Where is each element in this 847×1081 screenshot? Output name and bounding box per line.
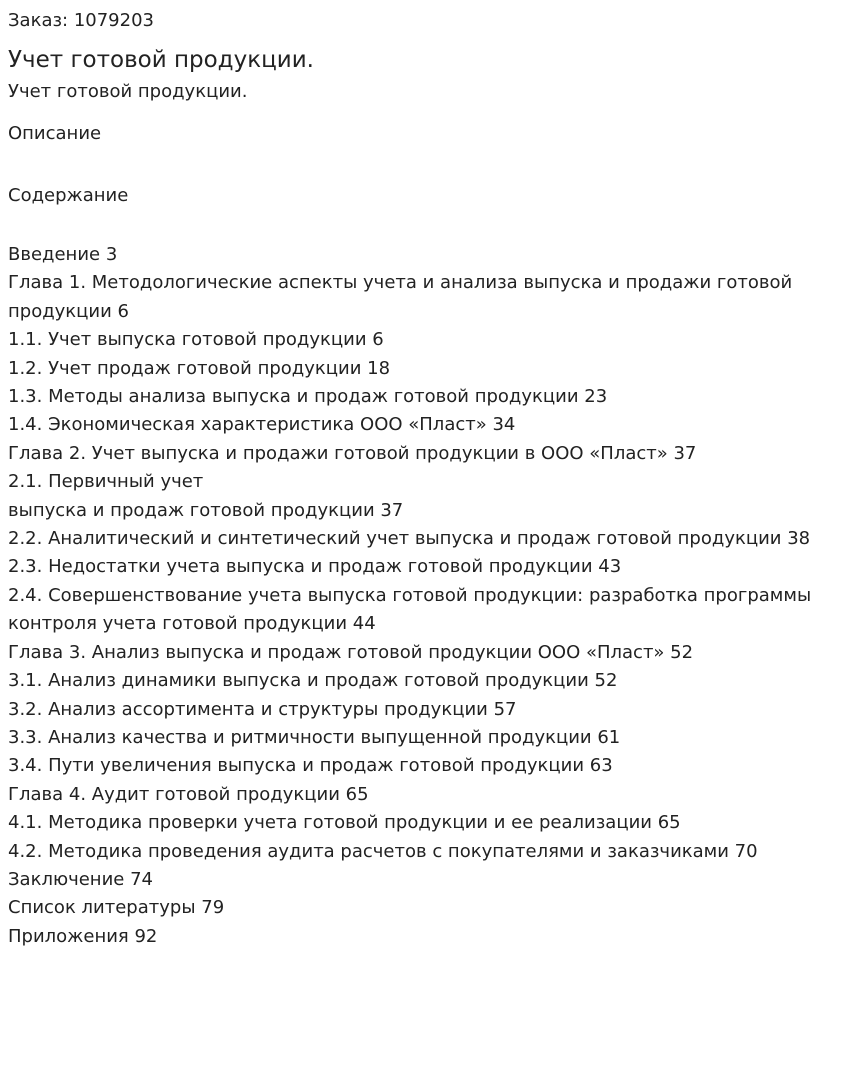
toc-item: 1.2. Учет продаж готовой продукции 18: [8, 357, 391, 379]
toc-item: 1.4. Экономическая характеристика ООО «Пласт» 34: [8, 414, 516, 436]
toc-item: Глава 2. Учет выпуска и продажи готовой продукции в ООО «Пласт» 37: [8, 442, 697, 464]
toc-item: 3.1. Анализ динамики выпуска и продаж готовой продукции 52: [8, 670, 618, 692]
toc-item: Глава 3. Анализ выпуска и продаж готовой продукции ООО «Пласт» 52: [8, 641, 694, 663]
order-number: Заказ: 1079203: [8, 10, 154, 31]
toc-item: Глава 4. Аудит готовой продукции 65: [8, 783, 369, 805]
page-title: Учет готовой продукции.: [8, 47, 314, 73]
toc-item: Список литературы 79: [8, 897, 225, 919]
description-label: Описание: [8, 123, 102, 144]
toc-item: 2.4. Совершенствование учета выпуска готовой продукции: разработка программы контроля учета готовой продукции 44: [8, 584, 812, 635]
toc-item: Глава 1. Методологические аспекты учета и анализа выпуска и продажи готовой продукции 6: [8, 272, 793, 322]
toc-item: выпуска и продаж готовой продукции 37: [8, 499, 404, 521]
toc-item: 1.1. Учет выпуска готовой продукции 6: [8, 329, 384, 351]
toc-item: 3.4. Пути увеличения выпуска и продаж готовой продукции 63: [8, 755, 613, 777]
table-of-contents: [8, 241, 839, 951]
toc-item: 2.3. Недостатки учета выпуска и продаж готовой продукции 43: [8, 556, 622, 578]
toc-item: 3.3. Анализ качества и ритмичности выпущенной продукции 61: [8, 726, 621, 748]
contents-label: Содержание: [8, 185, 129, 206]
toc-item: 3.2. Анализ ассортимента и структуры продукции 57: [8, 698, 517, 720]
toc-item: Заключение 74: [8, 868, 153, 890]
page-subtitle: Учет готовой продукции.: [8, 81, 248, 102]
toc-item: 2.2. Аналитический и синтетический учет выпуска и продаж готовой продукции 38: [8, 528, 811, 550]
toc-item: 4.2. Методика проведения аудита расчетов с покупателями и заказчиками 70: [8, 840, 758, 862]
toc-item: 1.3. Методы анализа выпуска и продаж готовой продукции 23: [8, 386, 608, 408]
toc-item: 4.1. Методика проверки учета готовой продукции и ее реализации 65: [8, 812, 681, 834]
toc-item: 2.1. Первичный учет: [8, 471, 204, 493]
toc-item: Приложения 92: [8, 925, 158, 947]
toc-item: Введение 3: [8, 244, 118, 265]
